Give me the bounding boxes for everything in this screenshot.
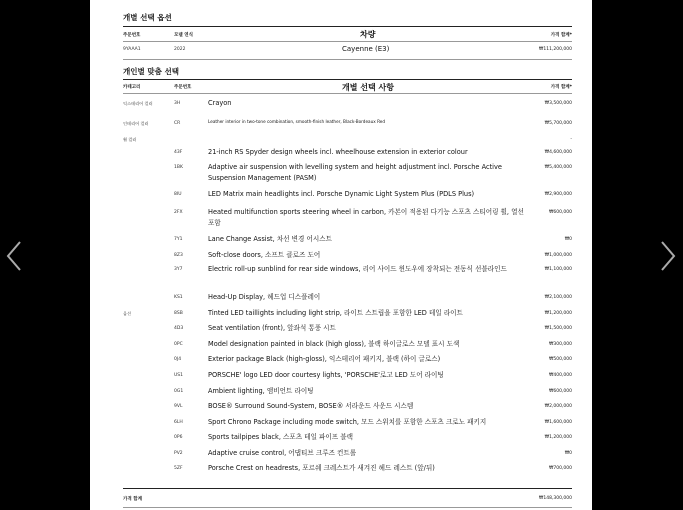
option-price: ₩1,600,000 <box>544 420 572 425</box>
option-description: LED Matrix main headlights incl. Porsche Dynamic Light System Plus (PDLS Plus) <box>208 190 475 198</box>
option-price: ₩1,000,000 <box>544 253 572 258</box>
option-code: 7Y1 <box>174 237 183 242</box>
option-price: ₩700,000 <box>548 466 572 471</box>
option-description: Heated multifunction sports steering wheel in carbon, 카본이 적용된 다기능 스포츠 스티어링 휠, 열선포함 <box>208 208 524 227</box>
divider <box>123 79 572 80</box>
divider <box>123 59 572 60</box>
divider <box>123 507 572 508</box>
header-vehicle: 차량 <box>360 30 376 39</box>
option-code: 4D3 <box>174 326 184 331</box>
option-description: Head-Up Display, 헤드업 디스플레이 <box>208 293 321 301</box>
divider <box>123 488 572 489</box>
option-code: 3Y7 <box>174 267 183 272</box>
option-code: 0P6 <box>174 435 183 440</box>
option-category: 휠 컬러 <box>123 137 137 142</box>
option-price: ₩1,500,000 <box>544 326 572 331</box>
model-name: Cayenne (E3) <box>342 45 390 53</box>
option-price: ₩1,200,000 <box>544 435 572 440</box>
header-order: 주문번호 <box>123 33 141 38</box>
option-code: 8Z3 <box>174 253 183 258</box>
option-price: ₩5,700,000 <box>544 121 572 126</box>
option-description: Ambient lighting, 앰비언트 라이팅 <box>208 387 314 395</box>
option-price: ₩4,600,000 <box>544 150 572 155</box>
order-number: 9YAAA1 <box>123 47 141 52</box>
option-code: 3H <box>174 101 181 106</box>
option-price: ₩600,000 <box>548 389 572 394</box>
option-category: 옵션 <box>123 311 132 316</box>
option-price: ₩3,500,000 <box>544 101 572 106</box>
document-page <box>90 0 592 510</box>
option-description: 21-inch RS Spyder design wheels incl. wheelhouse extension in exterior colour <box>208 148 468 156</box>
section1-title: 개별 선택 옵션 <box>123 13 172 22</box>
option-description: Electric roll-up sunblind for rear side windows, 리어 사이드 윈도우에 장착되는 전동식 선블라인드 <box>208 265 507 273</box>
option-description: Crayon <box>208 99 232 107</box>
option-code: 8SB <box>174 311 183 316</box>
option-price: ₩600,000 <box>548 210 572 215</box>
base-price: ₩111,200,000 <box>538 47 572 52</box>
option-price: ₩2,100,000 <box>544 295 572 300</box>
option-description: BOSE® Surround Sound-System, BOSE® 서라운드 사운드 시스템 <box>208 402 414 410</box>
option-description: PORSCHE' logo LED door courtesy lights, 'PORSCHE'로고 LED 도어 라이팅 <box>208 371 444 379</box>
option-code: 1BK <box>174 165 183 170</box>
option-code: 0PC <box>174 342 183 347</box>
option-price: ₩0 <box>564 237 572 242</box>
model-year: 2022 <box>174 47 186 52</box>
header-year: 모델 연식 <box>174 33 193 38</box>
option-code: 0G1 <box>174 389 184 394</box>
total-price: ₩148,300,000 <box>538 496 572 501</box>
header-price: 가격 합계* <box>550 33 572 38</box>
option-price: ₩400,000 <box>548 373 572 378</box>
option-description: Seat ventilation (front), 앞좌석 통풍 시트 <box>208 324 336 332</box>
header-options: 개별 선택 사항 <box>342 83 394 92</box>
option-price: ₩2,900,000 <box>544 192 572 197</box>
previous-page-arrow-icon[interactable] <box>4 240 24 272</box>
total-label: 가격 합계 <box>123 497 142 502</box>
option-price: ₩0 <box>564 451 572 456</box>
option-price: ₩5,400,000 <box>544 165 572 170</box>
option-code: 9VL <box>174 404 183 409</box>
option-price: ₩500,000 <box>548 357 572 362</box>
option-description: Adaptive air suspension with levelling system and height adjustment incl. Porsche Active Suspension Management (PASM) <box>208 163 502 182</box>
option-code: KS1 <box>174 295 183 300</box>
option-price: ₩2,000,000 <box>544 404 572 409</box>
option-category: 인테리어 컬러 <box>123 121 149 126</box>
option-description: Leather interior in two-tone combination, smooth-finish leather, Black-Bordeaux Red <box>208 119 386 124</box>
option-description: Model designation painted in black (high gloss), 블랙 하이글로스 모델 표시 도색 <box>208 340 460 348</box>
option-code: 43F <box>174 150 183 155</box>
option-code: CR <box>174 121 181 126</box>
section2-title: 개인별 맞춤 선택 <box>123 67 179 76</box>
option-price: - <box>570 137 572 142</box>
option-price: ₩1,200,000 <box>544 311 572 316</box>
option-description: Porsche Crest on headrests, 포르쉐 크레스트가 새겨진 헤드 레스트 (앞/뒤) <box>208 464 435 472</box>
option-description: Lane Change Assist, 차선 변경 어시스트 <box>208 235 332 243</box>
divider <box>123 26 572 27</box>
option-description: Tinted LED taillights including light strip, 라이트 스트립을 포함한 LED 테일 라이트 <box>208 309 463 317</box>
option-code: 5ZF <box>174 466 183 471</box>
header-price: 가격 합계* <box>550 85 572 90</box>
divider <box>123 41 572 42</box>
option-description: Soft-close doors, 소프트 클로즈 도어 <box>208 251 321 259</box>
option-category: 익스테리어 컬러 <box>123 101 153 106</box>
option-description: Sports tailpipes black, 스포츠 테일 파이프 블랙 <box>208 433 353 441</box>
option-code: 2FX <box>174 210 183 215</box>
option-code: 6LH <box>174 420 183 425</box>
option-description: Exterior package Black (high-gloss), 익스테리어 패키지, 블랙 (하이 글로스) <box>208 355 441 363</box>
header-category: 카테고리 <box>123 85 141 90</box>
next-page-arrow-icon[interactable] <box>658 240 678 272</box>
option-code: PV2 <box>174 451 183 456</box>
header-code: 주문번호 <box>174 85 192 90</box>
option-code: 0J4 <box>174 357 182 362</box>
divider <box>123 93 572 94</box>
option-code: 8IU <box>174 192 182 197</box>
option-code: US1 <box>174 373 184 378</box>
option-description: Sport Chrono Package including mode switch, 모드 스위치를 포함한 스포츠 크로노 패키지 <box>208 418 487 426</box>
option-price: ₩1,100,000 <box>544 267 572 272</box>
option-price: ₩300,000 <box>548 342 572 347</box>
option-description: Adaptive cruise control, 어댑티브 크루즈 컨트롤 <box>208 449 357 457</box>
